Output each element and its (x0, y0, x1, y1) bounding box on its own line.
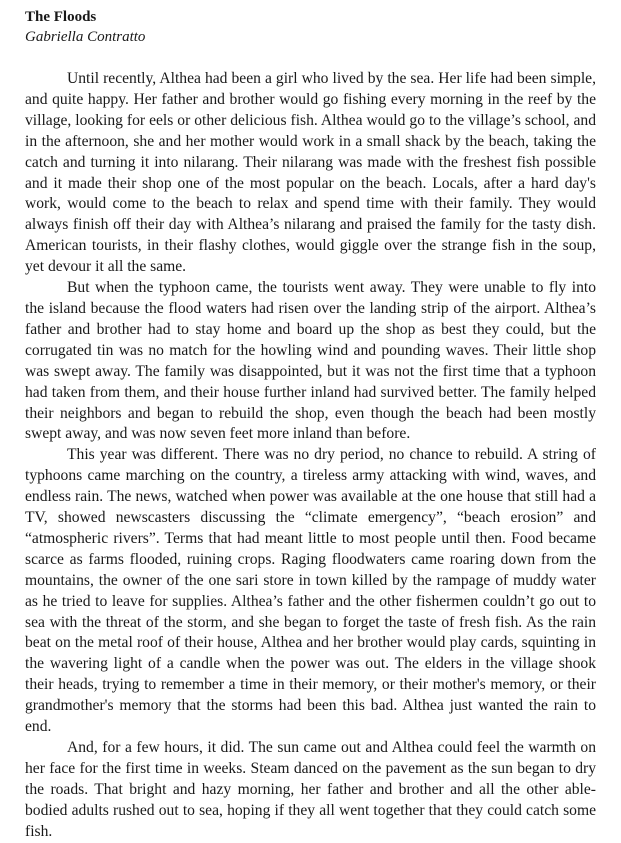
story-paragraph-1: Until recently, Althea had been a girl who lived by the sea. Her life had been simple, and quite happy. Her father and brother would go fishing every morning in the reef by the village, looking for eels or other delicious fish. Althea would go to the village’s school, and in the afternoon, she and her mother would work in a small shack by the beach, taking the catch and turning it into nilarang. Their nilarang was made with the freshest fish possible and it made their shop one of the most popular on the beach. Locals, after a hard day's work, would come to the beach to relax and spend time with their family. They would always finish off their day with Althea’s nilarang and praised the family for the tasty dish. American tourists, in their flashy clothes, would giggle over the strange fish in the soup, yet devour it all the same. (25, 70, 596, 276)
story-paragraph-2: But when the typhoon came, the tourists went away. They were unable to fly into the island because the flood waters had risen over the landing strip of the airport. Althea’s father and brother had to stay home and board up the shop as best they could, but the corrugated tin was no match for the howling wind and pounding waves. Their little shop was swept away. The family was disappointed, but it was not the first time that a typhoon had taken from them, and their house further inland had survived better. The family helped their neighbors and began to rebuild the shop, even though the beach had been mostly swept away, and was now seven feet more inland than before. (25, 279, 596, 443)
story-paragraph-3: This year was different. There was no dry period, no chance to rebuild. A string of typhoons came marching on the country, a tireless army attacking with wind, waves, and endless rain. The news, watched when power was available at the one house that still had a TV, showed newscasters discussing the “climate emergency”, “beach erosion” and “atmospheric rivers”. Terms that had meant little to most people until then. Food became scarce as farms flooded, ruining crops. Raging floodwaters came roaring down from the mountains, the owner of the one sari store in town killed by the rampage of muddy water as he tried to leave for supplies. Althea’s father and the other fishermen couldn’t go out to sea with the threat of the storm, and she began to forget the taste of fresh fish. As the rain beat on the metal roof of their house, Althea and her brother would play cards, squinting in the wavering light of a candle when the power was out. The elders in the village shook their heads, trying to remember a time in their memory, or their mother's memory, or their grandmother's memory that the storms had been this bad. Althea just wanted the rain to end. (25, 446, 596, 736)
document-title: The Floods (25, 9, 97, 25)
document-body (25, 69, 596, 843)
story-paragraph-4: And, for a few hours, it did. The sun came out and Althea could feel the warmth on her face for the first time in weeks. Steam danced on the pavement as the sun began to dry the roads. That bright and hazy morning, her father and brother and all the other able-bodied adults rushed out to sea, hoping if they all went together that they could catch some fish. (25, 739, 596, 840)
document-author: Gabriella Contratto (25, 28, 146, 45)
